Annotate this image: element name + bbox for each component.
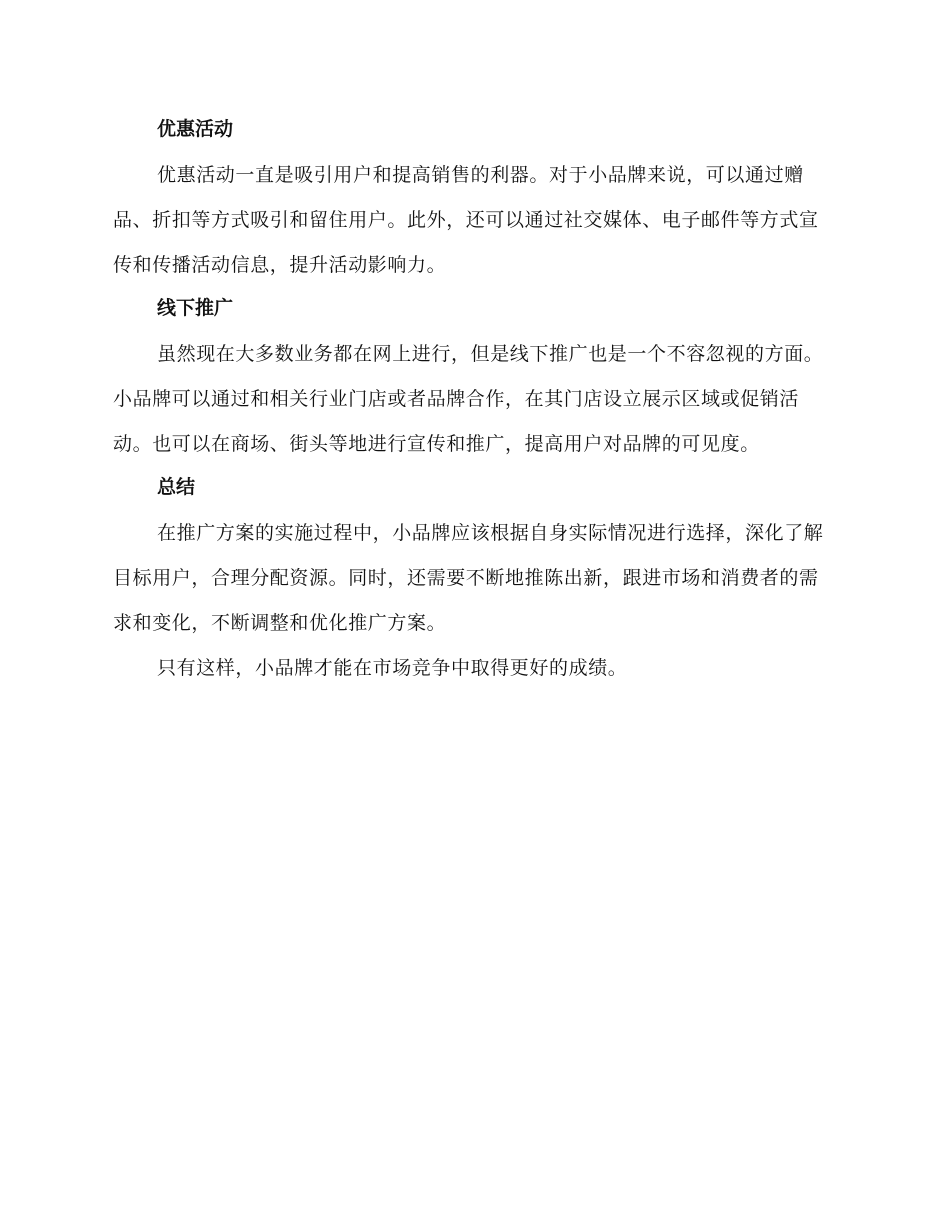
document-page bbox=[113, 112, 833, 691]
paragraph-offline-promotion: 虽然现在大多数业务都在网上进行，但是线下推广也是一个不容忽视的方面。小品牌可以通过和相关行业门店或者品牌合作，在其门店设立展示区域或促销活动。也可以在商场、街头等地进行宣传和推广，提高用户对品牌的可见度。 bbox=[113, 343, 824, 455]
paragraph-conclusion: 只有这样，小品牌才能在市场竞争中取得更好的成绩。 bbox=[157, 657, 628, 679]
paragraph-promotions: 优惠活动一直是吸引用户和提高销售的利器。对于小品牌来说，可以通过赠品、折扣等方式吸引和留住用户。此外，还可以通过社交媒体、电子邮件等方式宣传和传播活动信息，提升活动影响力。 bbox=[113, 164, 819, 276]
section-heading-summary: 总结 bbox=[157, 476, 196, 498]
section-heading-offline-promotion: 线下推广 bbox=[157, 297, 234, 319]
section-heading-promotions: 优惠活动 bbox=[157, 118, 234, 140]
paragraph-summary: 在推广方案的实施过程中，小品牌应该根据自身实际情况进行选择，深化了解目标用户，合理分配资源。同时，还需要不断地推陈出新，跟进市场和消费者的需求和变化，不断调整和优化推广方案。 bbox=[113, 522, 824, 634]
